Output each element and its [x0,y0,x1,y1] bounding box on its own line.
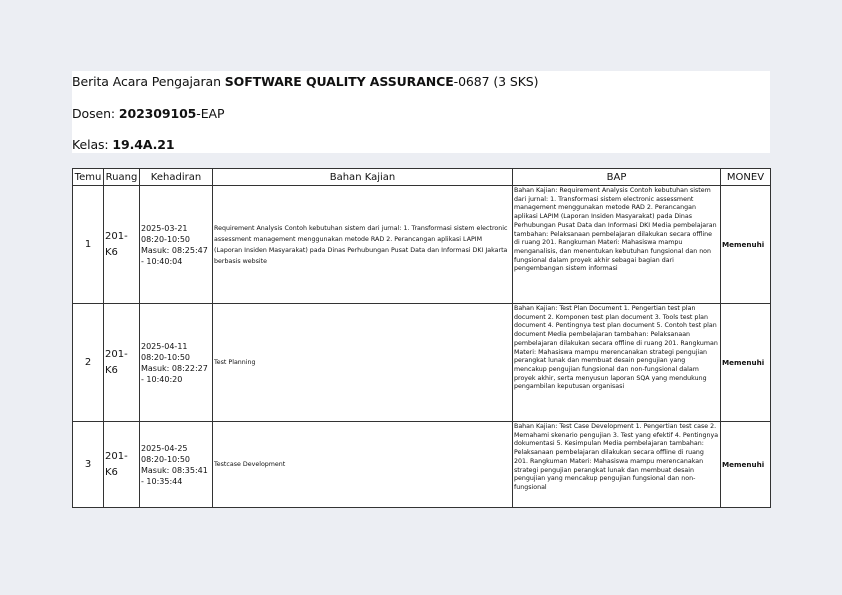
lecturer-line [72,106,224,121]
cell-monev: Memenuhi [721,304,771,422]
cell-ruang: 201-K6 [104,186,140,304]
column-header-bap: BAP [513,169,721,186]
report-page [72,71,770,491]
kelas-value: 19.4A.21 [112,137,175,152]
dosen-code: 202309105 [118,106,197,121]
table-header-row [73,169,771,186]
kehadiran-time: 2025-04-25 08:20-10:50 [141,443,190,464]
column-header-ruang: Ruang [104,169,140,186]
course-code: -0687 (3 SKS) [453,74,539,89]
report-header [72,71,770,153]
column-header-kehadiran: Kehadiran [140,169,213,186]
column-header-monev: MONEV [721,169,771,186]
kehadiran-masuk: Masuk: 08:25:47 - 10:40:04 [141,245,208,266]
cell-kehadiran [140,422,213,508]
column-header-temu: Temu [73,169,104,186]
report-title [72,74,538,89]
kelas-label: Kelas: [72,137,113,152]
cell-bahan-kajian: Requirement Analysis Contoh kebutuhan sistem dari jurnal: 1. Transformasi sistem electronic assessment management menggunakan metode RAD 2. Perancangan aplikasi LAPIM (Laporan Insiden Masyarakat) pada Dinas Perhubungan Pusat Data dan Informasi DKI Jakarta berbasis website [213,186,513,304]
cell-bahan-kajian: Test Planning [213,304,513,422]
title-prefix: Berita Acara Pengajaran [72,74,225,89]
cell-monev: Memenuhi [721,186,771,304]
teaching-record-table [72,168,771,508]
cell-ruang: 201-K6 [104,422,140,508]
cell-temu: 2 [73,304,104,422]
cell-temu: 3 [73,422,104,508]
table-row [73,422,771,508]
kehadiran-masuk: Masuk: 08:22:27 - 10:40:20 [141,363,208,384]
cell-bap: Bahan Kajian: Test Plan Document 1. Pengertian test plan document 2. Komponen test plan document 3. Tools test plan document 4. Pentingnya test plan document 5. Contoh test plan document Media pembelajaran tambahan: Pelaksanaan pembelajaran dilakukan secara offline di ruang 201. Rangkuman Materi: Mahasiswa mampu merencanakan strategi pengujian perangkat lunak dan membuat desain pengujian yang mencakup pengujian fungsional dan non-fungsional dalam proyek akhir, serta menyusun laporan SQA yang mendukung pengambilan keputusan organisasi [513,304,721,422]
kehadiran-time: 2025-04-11 08:20-10:50 [141,341,190,362]
class-line [72,137,175,152]
kehadiran-masuk: Masuk: 08:35:41 - 10:35:44 [141,465,208,486]
course-name: SOFTWARE QUALITY ASSURANCE [224,74,454,89]
dosen-label: Dosen: [72,106,119,121]
dosen-suffix: -EAP [196,106,225,121]
table-row [73,304,771,422]
cell-bap: Bahan Kajian: Requirement Analysis Contoh kebutuhan sistem dari jurnal: 1. Transformasi sistem electronic assessment management menggunakan metode RAD 2. Perancangan aplikasi LAPIM (Laporan Insiden Masyarakat) pada Dinas Perhubungan Pusat Data dan Informasi DKI Media pembelajaran tambahan: Pelaksanaan pembelajaran dilakukan secara offline di ruang 201. Rangkuman Materi: Mahasiswa mampu menganalisis, dan menentukan kebutuhan fungsional dan non fungsional dalam proyek akhir sebagai bagian dari pengembangan sistem informasi [513,186,721,304]
cell-kehadiran [140,304,213,422]
cell-bahan-kajian: Testcase Development [213,422,513,508]
cell-kehadiran [140,186,213,304]
cell-bap: Bahan Kajian: Test Case Development 1. Pengertian test case 2. Memahami skenario pengujian 3. Test yang efektif 4. Pentingnya dokumentasi 5. Kesimpulan Media pembelajaran tambahan: Pelaksanaan pembelajaran dilakukan secara offline di ruang 201. Rangkuman Materi: Mahasiswa mampu merencanakan strategi pengujian perangkat lunak dan membuat desain pengujian yang mencakup pengujian fungsional dan non-fungsional [513,422,721,508]
cell-ruang: 201-K6 [104,304,140,422]
kehadiran-time: 2025-03-21 08:20-10:50 [141,223,190,244]
table-row [73,186,771,304]
cell-temu: 1 [73,186,104,304]
column-header-bahan-kajian: Bahan Kajian [213,169,513,186]
cell-monev: Memenuhi [721,422,771,508]
